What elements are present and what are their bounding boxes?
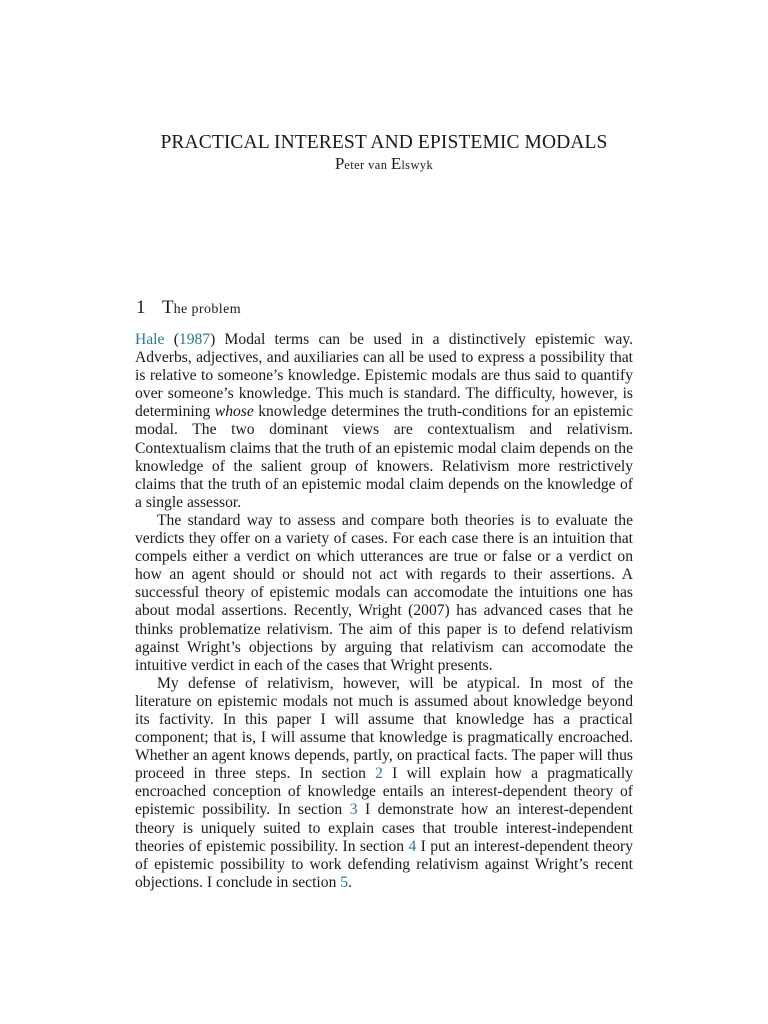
paragraph-1 [135, 331, 633, 512]
section-ref-5-link[interactable]: 5 [340, 873, 349, 891]
section-ref-4-link[interactable]: 4 [408, 837, 417, 855]
paragraph-3-text-a: My defense of relativism, however, will be atypical. In most of the literature on epistemic modals not much is assumed about knowledge beyond its factivity. In this paper I will assume that knowledge has a practical component; that is, I will assume that knowledge is pragmatically encroached. Whether an agent knows depends, partly, on practical facts. The paper will thus proceed in three steps. In section [135, 674, 633, 783]
author-last-initial: E [390, 154, 402, 173]
paragraph-3 [135, 675, 633, 892]
author-last-rest: lswyk [401, 158, 434, 172]
citation-close: ) [210, 331, 216, 348]
section-number: 1 [136, 297, 146, 318]
paragraph-3-text-c: I demonstrate how an interest-dependent theory is uniquely suited to explain cases that trouble interest-independent theories of epistemic possibility. In section [135, 801, 633, 855]
paragraph-1-text-b: knowledge determines the truth-conditions for an epistemic modal. The two dominant views are contextualism and relativism. Contextualism claims that the truth of an epistemic modal claim depends on the knowledge of the salient group of knowers. Relativism more restrictively claims that the truth of an epistemic modal claim depends on the knowledge of a single assessor. [135, 403, 634, 511]
emphasis-whose: whose [214, 403, 254, 421]
citation-hale-year[interactable]: 1987 [178, 331, 211, 348]
section-title-rest: he problem [173, 302, 241, 317]
body-text [135, 331, 633, 892]
paragraph-1-text-a: Modal terms can be used in a distinctively epistemic way. Adverbs, adjectives, and auxiliaries can all be used to express a possibility that is relative to someone’s knowledge. Epistemic modals are thus said to quantify over someone’s knowledge. This much is standard. The difficulty, however, is determining [135, 331, 634, 421]
section-title-initial: T [162, 297, 174, 318]
citation-open: ( [164, 331, 179, 348]
section-ref-2-link[interactable]: 2 [375, 765, 383, 783]
paragraph-3-text-e: . [348, 873, 352, 891]
paragraph-2: The standard way to assess and compare both theories is to evaluate the verdicts they offer on a variety of cases. For each case there is an intuition that compels either a verdict on which utterances are true or false or a verdict on how an agent should or should not act with regards to their assertions. A successful theory of epistemic modals can accomodate the intuitions one has about modal assertions. Recently, Wright (2007) has advanced cases that he thinks problematize relativism. The aim of this paper is to defend relativism against Wright’s objections by arguing that relativism can accomodate the intuitive verdict in each of the cases that Wright presents. [135, 511, 633, 674]
author-first-rest: eter van [344, 158, 391, 172]
citation-hale-author[interactable]: Hale [135, 331, 165, 348]
paper-title: PRACTICAL INTEREST AND EPISTEMIC MODALS [160, 132, 608, 153]
section-ref-3-link[interactable]: 3 [349, 801, 358, 819]
paragraph-3-text-d: I put an interest-dependent theory of epistemic possibility to work defending relativism against Wright’s recent objections. I conclude in section [135, 837, 633, 891]
paragraph-3-text-b: I will explain how a pragmatically encroached conception of knowledge entails an interest-dependent theory of epistemic possibility. In section [135, 765, 634, 819]
section-heading [136, 296, 241, 322]
paper-author [0, 153, 768, 176]
author-first-initial: P [334, 154, 345, 173]
